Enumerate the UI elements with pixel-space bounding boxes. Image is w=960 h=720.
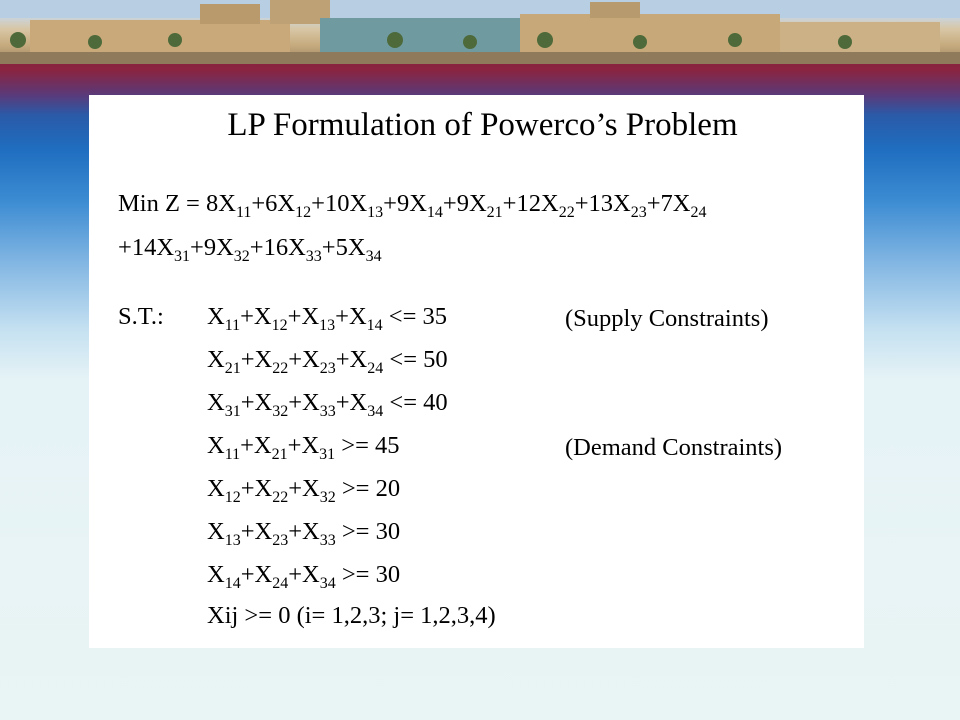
constraint-supply-3: $X_{31}+X_{32}+X_{33}+X_{34} <= 40$ — [207, 389, 448, 420]
building-photo — [0, 0, 960, 64]
demand-constraints-note: (Demand Constraints) — [565, 434, 783, 461]
constraint-demand-3: $X_{13}+X_{23}+X_{33} >= 30$ — [207, 518, 401, 549]
constraint-demand-1: $X_{11}+X_{21}+X_{31} >= 45$ — [207, 432, 400, 463]
objective-function-line-2: $+14X_{31}+9X_{32}+16X_{33}+5X_{34}$ — [118, 234, 382, 265]
supply-constraints-note: (Supply Constraints) — [565, 305, 769, 332]
subject-to-label: S.T.: — [118, 303, 164, 330]
objective-function-line-1: Min $Z = 8X_{11}+6X_{12}+10X_{13}+9X_{14}+9X_{21}+12X_{22}+13X_{23}+7X_{24}$ — [118, 190, 707, 221]
constraint-demand-4: $X_{14}+X_{24}+X_{34} >= 30$ — [207, 561, 401, 592]
slide-title: LP Formulation of Powerco’s Problem — [227, 107, 738, 143]
constraint-demand-2: $X_{12}+X_{22}+X_{32} >= 20$ — [207, 475, 401, 506]
constraint-nonnegativity: Xij >= 0 (i= 1,2,3; j= 1,2,3,4) — [207, 602, 496, 629]
slide-content — [89, 95, 864, 648]
header-banner-photo — [0, 0, 960, 64]
constraint-supply-1: $X_{11}+X_{12}+X_{13}+X_{14} <= 35$ — [207, 303, 448, 334]
constraint-supply-2: $X_{21}+X_{22}+X_{23}+X_{24} <= 50$ — [207, 346, 448, 377]
